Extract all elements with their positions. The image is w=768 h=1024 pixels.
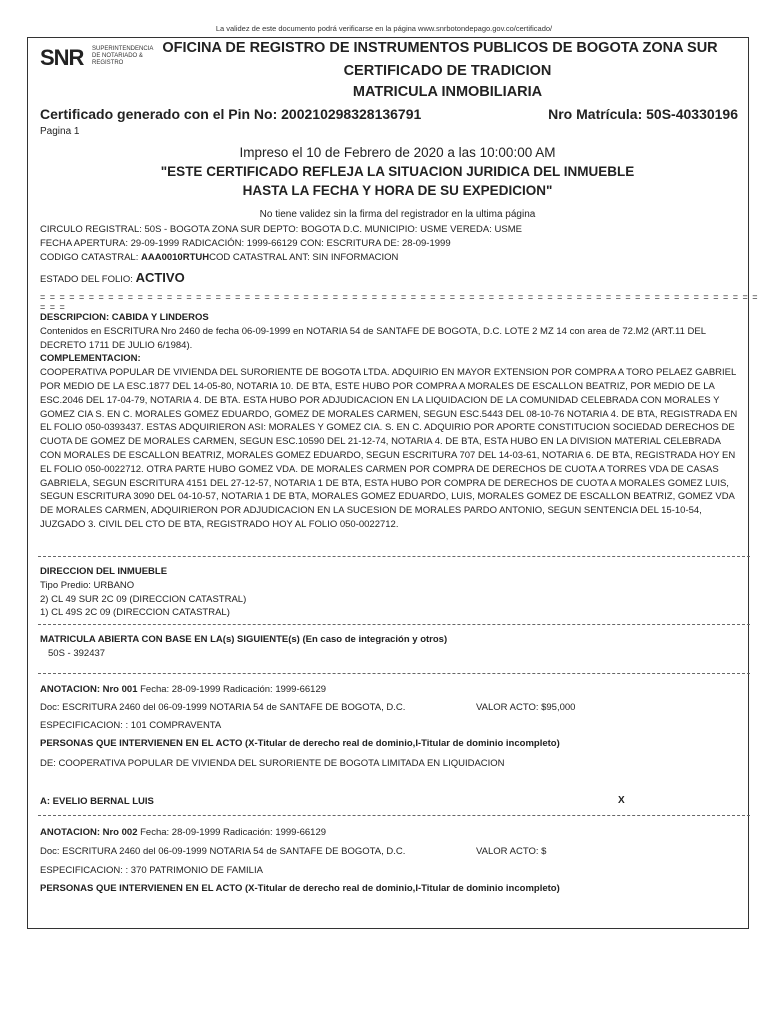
anotacion-001-valor: VALOR ACTO: $95,000 <box>476 702 576 713</box>
anotacion-001-personas: PERSONAS QUE INTERVIENEN EN EL ACTO (X-Titular de derecho real de dominio,I-Titular de dominio incompleto) <box>40 738 560 749</box>
verification-note: La validez de este documento podrá verificarse en la página www.snrbotondepago.gov.co/certificado/ <box>215 24 553 33</box>
matricula-abierta-section <box>40 633 740 661</box>
estado-value: ACTIVO <box>135 270 185 285</box>
logo-subtitle: SUPERINTENDENCIA DE NOTARIADO & REGISTRO <box>92 46 154 66</box>
descripcion-title: DESCRIPCION: CABIDA Y LINDEROS <box>40 312 209 323</box>
anotacion-002-valor: VALOR ACTO: $ <box>476 846 547 857</box>
separator-line: = = = = = = = = = = = = = = = = = = = = = = = = = = = = = = = = = = = = = = = = = = = = = = = = = = = = = = = = = = = = = = = = = = = = = = = = = = = = = <box>40 292 759 312</box>
anotacion-fecha: Fecha: 28-09-1999 Radicación: 1999-66129 <box>137 684 327 695</box>
anotacion-001-especificacion: ESPECIFICACION: : 101 COMPRAVENTA <box>40 720 222 731</box>
direccion-1: 1) CL 49S 2C 09 (DIRECCION CATASTRAL) <box>40 607 230 619</box>
anotacion-002-especificacion: ESPECIFICACION: : 370 PATRIMONIO DE FAMILIA <box>40 865 263 876</box>
codigo-value: AAA0010RTUH <box>141 252 210 263</box>
pin-line: Certificado generado con el Pin No: 200210298328136791 <box>40 106 422 122</box>
matricula-abierta-value: 50S - 392437 <box>48 647 106 659</box>
tipo-predio: Tipo Predio: URBANO <box>40 579 135 591</box>
fecha-apertura: FECHA APERTURA: 29-09-1999 RADICACIÓN: 1999-66129 CON: ESCRITURA DE: 28-09-1999 <box>40 238 451 249</box>
titular-mark: X <box>618 795 625 806</box>
divider <box>38 556 750 557</box>
doc-type-title: CERTIFICADO DE TRADICION <box>343 63 552 79</box>
anotacion-fecha: Fecha: 28-09-1999 Radicación: 1999-66129 <box>137 827 327 838</box>
direccion-section <box>40 565 740 620</box>
descripcion-text: Contenidos en ESCRITURA Nro 2460 de fecha 06-09-1999 en NOTARIA 54 de SANTAFE DE BOGOTA, D.C. LOTE 2 MZ 14 con area de 72.M2 (ART.11 DEL DECRETO 1711 DE JULIO 6/1984). <box>40 325 706 351</box>
anotacion-label: ANOTACION: Nro 002 <box>40 827 138 838</box>
validity-note: No tiene validez sin la firma del registrador en la ultima página <box>259 209 536 220</box>
divider <box>38 673 750 674</box>
codigo-catastral <box>40 252 398 263</box>
office-title: OFICINA DE REGISTRO DE INSTRUMENTOS PUBLICOS DE BOGOTA ZONA SUR <box>162 40 718 56</box>
anotacion-002-doc: Doc: ESCRITURA 2460 del 06-09-1999 NOTARIA 54 de SANTAFE DE BOGOTA, D.C. <box>40 846 406 857</box>
direccion-title: DIRECCION DEL INMUEBLE <box>40 566 168 577</box>
anotacion-001-a: A: EVELIO BERNAL LUIS <box>40 796 154 807</box>
doc-subtype-title: MATRICULA INMOBILIARIA <box>352 84 543 100</box>
direccion-2: 2) CL 49 SUR 2C 09 (DIRECCION CATASTRAL) <box>40 593 247 605</box>
print-date: Impreso el 10 de Febrero de 2020 a las 10:00:00 AM <box>239 145 556 160</box>
complementacion-text: COOPERATIVA POPULAR DE VIVIENDA DEL SURORIENTE DE BOGOTA LTDA. ADQUIRIO EN MAYOR EXTENSION POR COMPRA A TORO PELAEZ GABRIEL POR MEDIO DE LA ESC.1877 DEL 14-05-80, NOTARIA 10. DE BTA, ESTE HUBO POR COMPRA A MORALES DE ESCALLON BEATRIZ, POR MEDIO DE LA ESC.2046 DEL 17-04-79, NOTARIA 4. DE BTA. ESTA HUBO POR ADJUDICACION EN LA LIQUIDACION DE LA COMUNIDAD CELEBRADA CON MORALES Y GOMEZ CIA S. EN C. MORALES GOMEZ EDUARDO, GOMEZ DE MORALES CARMEN, SEGUN ESC.5443 DEL 08-10-76 NOTARIA 4. DE BTA, REGISTRADA EN EL FOLIO 050-0393437. ESTAS ADQUIRIERON ASI: MORALES Y GOMEZ CIA. S. EN C. ADQUIRIO POR APORTE CONSTITUCION SOCIEDAD DERECHOS DE CUOTA DE GOMEZ DE MORALES CARMEN, SEGUN ESC.10590 DEL 21-12-74, NOTARIA 4. DE BTA, ESTA HUBO EN LA DIVISION MATERIAL CELEBRADA CON MORALES DE ESCALLON BEATRIZ, MORALES GOMEZ EDUARDO, SEGUN ESCRITURA 707 DEL 14-03-61, NOTARIA 6. DE BTA, REGISTRADA HOY EN EL FOLIO 050-0022712. OTRA PARTE HUBO GOMEZ VDA. DE MORALES CARMEN POR COMPRA DE DERECHOS DE CUOTA A TORRES VDA DE CASAS GABRIELA, SEGUN ESCRITURA 4151 DEL 27-12-57, NOTARIA 1 DE BTA, ESTA HUBO POR COMPRA DE DERECHOS DE CUOTA A MORALES GOMEZ LUIS, SEGUN ESCRITURA 3090 DEL 04-10-57, NOTARIA 1 DE BTA, MORALES GOMEZ EDUARDO, LUIS, MORALES GOMEZ DE ESCALLON BEATRIZ, GOMEZ VDA DE MORALES CARMEN, ADQUIRIERON POR ADJUDICACION EN LA SUCESION DE MORALES PARDO ANTONIO, SEGUN SENTENCIA DEL 15-10-54, JUZGADO 3. CIVIL DEL CTO DE BTA, REGISTRADO HOY AL FOLIO 050-0022712. <box>40 367 738 530</box>
codigo-label: CODIGO CATASTRAL: <box>40 252 141 263</box>
codigo-rest: COD CATASTRAL ANT: SIN INFORMACION <box>209 252 399 263</box>
page-number: Pagina 1 <box>40 126 80 137</box>
anotacion-label: ANOTACION: Nro 001 <box>40 684 138 695</box>
divider <box>38 815 750 816</box>
logo-abbr: SNR <box>40 45 84 70</box>
anotacion-001-header <box>40 684 326 695</box>
anotacion-002-personas: PERSONAS QUE INTERVIENEN EN EL ACTO (X-Titular de derecho real de dominio,I-Titular de dominio incompleto) <box>40 883 560 894</box>
estado-label: ESTADO DEL FOLIO: <box>40 274 136 285</box>
anotacion-001-doc: Doc: ESCRITURA 2460 del 06-09-1999 NOTARIA 54 de SANTAFE DE BOGOTA, D.C. <box>40 702 406 713</box>
circulo-registral: CIRCULO REGISTRAL: 50S - BOGOTA ZONA SUR DEPTO: BOGOTA D.C. MUNICIPIO: USME VEREDA: USME <box>40 224 522 235</box>
matricula-number: Nro Matrícula: 50S-40330196 <box>548 106 738 122</box>
divider <box>38 624 750 625</box>
anotacion-001-de: DE: COOPERATIVA POPULAR DE VIVIENDA DEL SURORIENTE DE BOGOTA LIMITADA EN LIQUIDACION <box>40 758 505 769</box>
disclaimer-line-2: HASTA LA FECHA Y HORA DE SU EXPEDICION" <box>242 183 553 198</box>
complementacion-title: COMPLEMENTACION: <box>40 353 141 365</box>
matricula-abierta-title: MATRICULA ABIERTA CON BASE EN LA(s) SIGUIENTE(s) (En caso de integración y otros) <box>40 634 448 645</box>
estado-folio <box>40 270 185 285</box>
disclaimer-line-1: "ESTE CERTIFICADO REFLEJA LA SITUACION JURIDICA DEL INMUEBLE <box>160 164 635 179</box>
anotacion-002-header <box>40 827 326 838</box>
descripcion-section <box>40 311 740 532</box>
